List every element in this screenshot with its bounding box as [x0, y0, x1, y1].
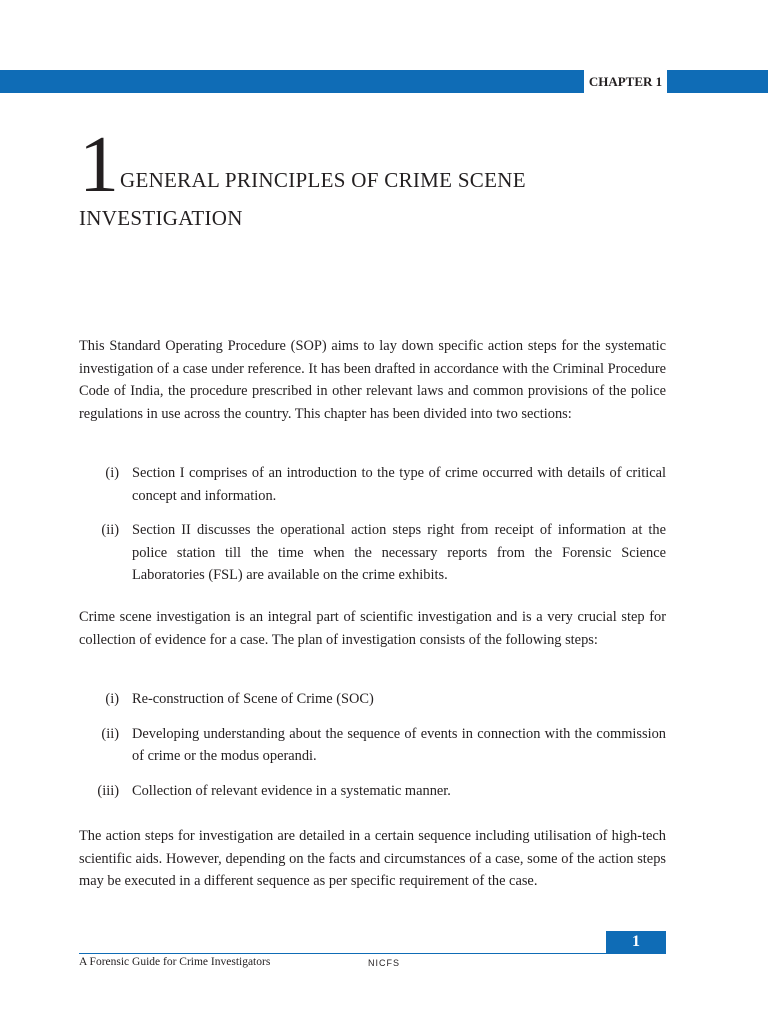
chapter-number: 1 — [79, 121, 119, 209]
list-text: Re-construction of Scene of Crime (SOC) — [132, 691, 374, 707]
list-number: (ii) — [101, 725, 119, 742]
investigation-paragraph: Crime scene investigation is an integral part of scientific investigation and is a very crucial step for collection of evidence for a case. The plan of investigation consists of the following steps: — [79, 609, 666, 648]
footer-book-title: A Forensic Guide for Crime Investigators — [79, 956, 271, 968]
list-text: Section II discusses the operational action steps right from receipt of information at the police station till the time when the necessary reports from the Forensic Science Laboratories (FSL) are available on the crime exhibits. — [132, 522, 666, 583]
list-item — [79, 780, 666, 803]
page-number: 1 — [606, 931, 666, 953]
list-text: Developing understanding about the sequence of events in connection with the commission of crime or the modus operandi. — [132, 725, 666, 764]
steps-list — [79, 688, 666, 814]
list-item — [79, 688, 666, 711]
list-number: (ii) — [101, 522, 119, 538]
list-text: Collection of relevant evidence in a systematic manner. — [132, 782, 451, 799]
chapter-label: CHAPTER 1 — [583, 70, 667, 93]
list-number: (i) — [105, 691, 119, 707]
title-line-1: GENERAL PRINCIPLES OF CRIME SCENE — [120, 168, 526, 192]
list-number: (iii) — [97, 782, 119, 799]
footer-rule — [79, 953, 666, 954]
list-item — [79, 519, 666, 587]
title-line-2: INVESTIGATION — [79, 206, 243, 230]
intro-paragraph: This Standard Operating Procedure (SOP) aims to lay down specific action steps for the systematic investigation of a case under reference. It has been drafted in accordance with the Criminal Procedure Code of India, the procedure prescribed in other relevant laws and common provisions of the police regulations in use across the country. This chapter has been divided into two sections: — [79, 338, 666, 422]
list-number: (i) — [105, 465, 119, 481]
action-steps-paragraph: The action steps for investigation are detailed in a certain sequence including utilisation of high-tech scientific aids. However, depending on the facts and circumstances of a case, some of the action steps may be executed in a different sequence as per specific requirement of the case. — [79, 828, 666, 889]
footer-publisher: NICFS — [368, 958, 400, 968]
sections-list — [79, 462, 666, 599]
list-item — [79, 462, 666, 507]
list-text: Section I comprises of an introduction to the type of crime occurred with details of critical concept and information. — [132, 465, 666, 504]
list-item — [79, 723, 666, 768]
